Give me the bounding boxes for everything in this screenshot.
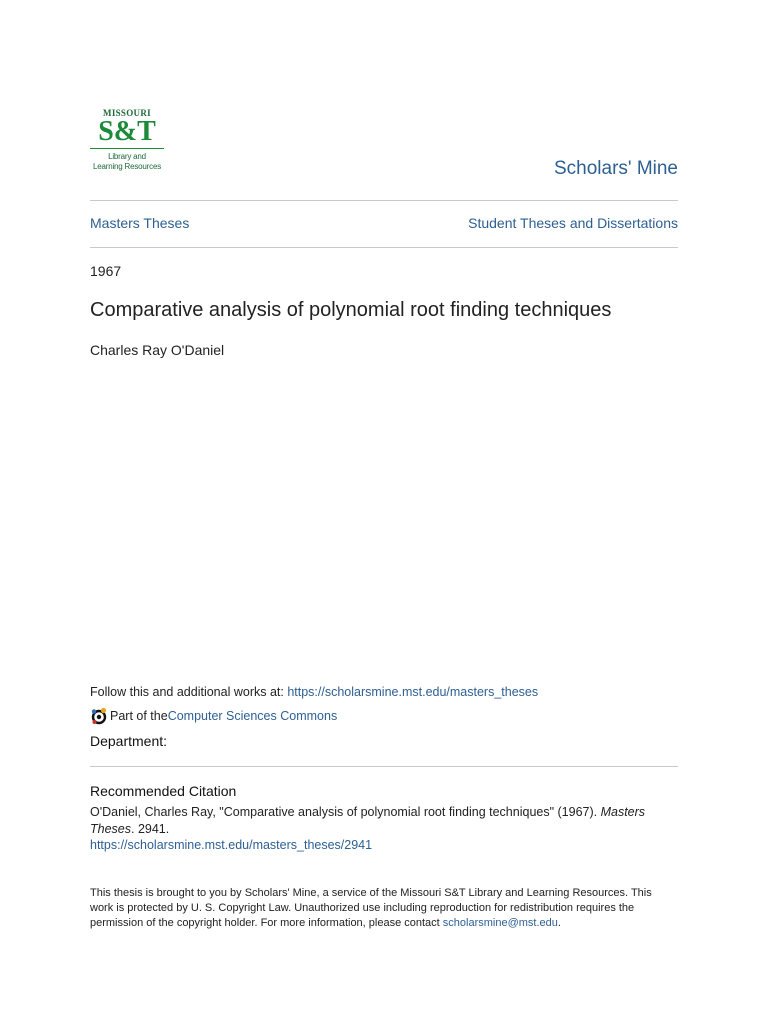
- section-divider: [90, 766, 678, 767]
- follow-line: [90, 685, 538, 699]
- citation-number: . 2941.: [131, 822, 170, 836]
- logo-library: Library and: [108, 152, 146, 161]
- notice-text: This thesis is brought to you by Scholars' Mine, a service of the Missouri S&T Library and Learning Resources. This work is protected by U. S. Copyright Law. Unauthorized use including reproduction for redistribution requires the permission of the copyright holder. For more information, please contact: [90, 887, 652, 929]
- department-label: Department:: [90, 733, 168, 749]
- part-of-prefix: Part of the: [110, 709, 168, 723]
- copyright-notice: [90, 886, 668, 931]
- recommended-citation-heading: Recommended Citation: [90, 783, 237, 799]
- logo-missouri: MISSOURI: [103, 108, 151, 118]
- network-commons-icon: [90, 707, 108, 725]
- publication-year: 1967: [90, 263, 122, 279]
- follow-prefix: Follow this and additional works at:: [90, 685, 288, 699]
- computer-sciences-commons-link[interactable]: Computer Sciences Commons: [167, 709, 338, 723]
- logo-st: S&T: [98, 116, 156, 147]
- collection-nav: [90, 200, 678, 248]
- document-page: [90, 0, 678, 1024]
- author-name: Charles Ray O'Daniel: [90, 342, 225, 358]
- part-of-line: [90, 707, 337, 725]
- logo-learning-resources: Learning Resources: [93, 162, 161, 171]
- site-name-link[interactable]: Scholars' Mine: [553, 158, 678, 179]
- library-logo[interactable]: [90, 108, 164, 172]
- citation-url-link[interactable]: https://scholarsmine.mst.edu/masters_theses/2941: [90, 838, 373, 852]
- citation-body: O'Daniel, Charles Ray, "Comparative analysis of polynomial root finding techniques" (1967).: [90, 805, 601, 819]
- citation-series: Masters Theses: [90, 805, 646, 836]
- student-theses-link[interactable]: Student Theses and Dissertations: [468, 215, 678, 231]
- follow-url-link[interactable]: https://scholarsmine.mst.edu/masters_theses: [287, 685, 539, 699]
- contact-email-link[interactable]: scholarsmine@mst.edu: [442, 917, 558, 929]
- logo-rule: [90, 148, 164, 149]
- masters-theses-link[interactable]: Masters Theses: [90, 215, 190, 231]
- document-title: Comparative analysis of polynomial root finding techniques: [90, 299, 612, 321]
- citation-text: [90, 804, 648, 838]
- notice-end: .: [557, 917, 561, 929]
